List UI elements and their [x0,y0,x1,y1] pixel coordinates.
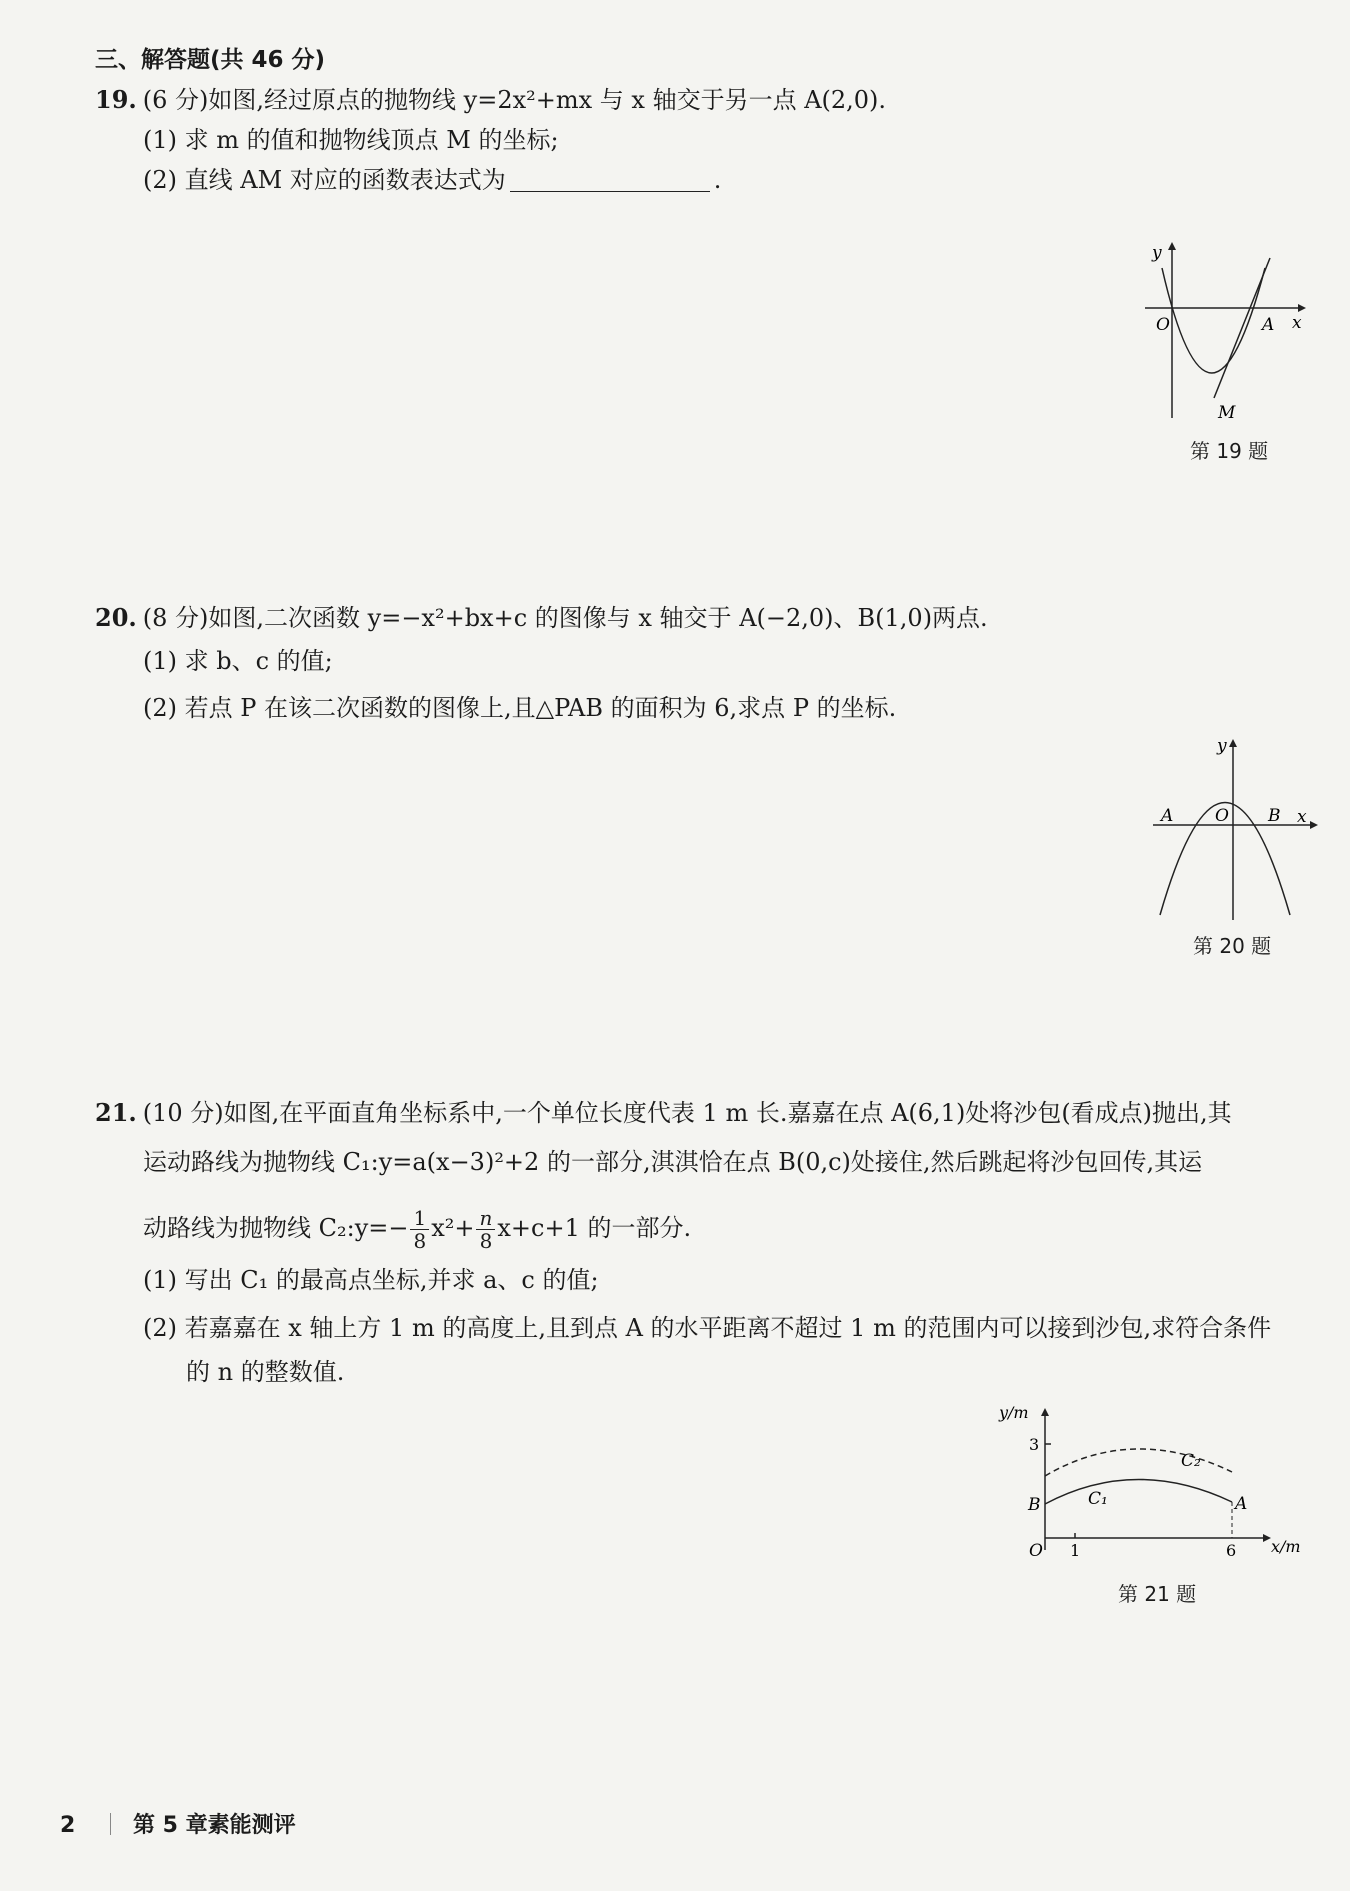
q20-x-label: x [1297,807,1307,827]
q21-tick-1: 1 [1070,1541,1081,1560]
footer-divider [110,1813,111,1835]
q21-part1: (1) 写出 C₁ 的最高点坐标,并求 a、c 的值; [143,1266,599,1294]
q20-number: 20. [95,603,137,632]
q21-line3-pre: 动路线为抛物线 C₂:y=− [143,1214,409,1242]
q21-tick-6: 6 [1226,1541,1237,1560]
q20-y-label: y [1217,736,1227,756]
page-number: 2 [60,1813,76,1838]
q21-line1-text: (10 分)如图,在平面直角坐标系中,一个单位长度代表 1 m 长.嘉嘉在点 A(6,1)处将沙包(看成点)抛出,其 [142,1099,1232,1127]
q19-part2 [143,164,721,196]
q19-y-label: y [1152,243,1162,263]
q20-stem-text: (8 分)如图,二次函数 y=−x²+bx+c 的图像与 x 轴交于 A(−2,0)、B(1,0)两点. [142,604,988,632]
q21-point-b-label: B [1028,1495,1041,1515]
q21-fraction-2-den: 8 [479,1229,493,1253]
section-heading: 三、解答题(共 46 分) [95,47,326,73]
q19-number: 19. [95,85,137,114]
q19-point-m-label: M [1218,403,1236,423]
q21-line2: 运动路线为抛物线 C₁:y=a(x−3)²+2 的一部分,淇淇恰在点 B(0,c)处接住,然后跳起将沙包回传,其运 [143,1148,1203,1176]
q19-part2-end: . [713,166,722,194]
q19-origin-label: O [1156,315,1170,335]
q19-figure [1130,238,1310,428]
q20-point-a-label: A [1161,806,1174,826]
q19-caption: 第 19 题 [1190,439,1269,463]
page-footer [60,1808,296,1839]
q21-fraction-1-num: 1 [410,1207,429,1230]
q19-part1: (1) 求 m 的值和抛物线顶点 M 的坐标; [143,126,559,154]
q21-number: 21. [95,1098,137,1127]
q21-origin-label: O [1029,1541,1043,1561]
q21-x-axis-label: x/m [1271,1537,1301,1556]
q21-fraction-2 [476,1207,495,1252]
q19-answer-blank[interactable] [510,167,710,192]
chapter-title: 第 5 章素能测评 [133,1813,296,1838]
q21-point-a-label: A [1235,1494,1248,1514]
q19-part2-text: (2) 直线 AM 对应的函数表达式为 [143,166,506,194]
q20-part1: (1) 求 b、c 的值; [143,647,333,675]
q20-stem [95,602,988,634]
q19-x-label: x [1292,313,1302,333]
q21-tick-3: 3 [1029,1435,1040,1454]
q20-caption: 第 20 题 [1193,934,1272,958]
q21-part2-line1: (2) 若嘉嘉在 x 轴上方 1 m 的高度上,且到点 A 的水平距离不超过 1 m 的范围内可以接到沙包,求符合条件 [143,1314,1272,1342]
q21-fraction-1-den: 8 [413,1229,427,1253]
q21-fraction-1 [410,1207,429,1252]
q21-line3 [143,1200,691,1256]
q20-point-b-label: B [1268,806,1281,826]
q21-line3-post: x+c+1 的一部分. [497,1214,692,1242]
q21-caption: 第 21 题 [1118,1582,1197,1606]
q20-origin-label: O [1215,806,1229,826]
q21-curve-c1-label: C₁ [1088,1489,1108,1509]
q21-y-axis-label: y/m [999,1403,1029,1422]
q21-curve-c2-label: C₂ [1181,1451,1201,1471]
q20-part2: (2) 若点 P 在该二次函数的图像上,且△PAB 的面积为 6,求点 P 的坐标. [143,694,897,722]
q21-line3-mid: x²+ [431,1214,475,1242]
q19-stem [95,84,886,116]
q20-figure [1145,735,1320,925]
q21-fraction-2-num: n [476,1207,495,1230]
q19-point-a-label: A [1262,315,1275,335]
q21-figure [995,1400,1315,1580]
q19-stem-text: (6 分)如图,经过原点的抛物线 y=2x²+mx 与 x 轴交于另一点 A(2,0). [142,86,887,114]
q21-part2-line2: 的 n 的整数值. [186,1358,345,1386]
q21-line1 [95,1097,1232,1129]
